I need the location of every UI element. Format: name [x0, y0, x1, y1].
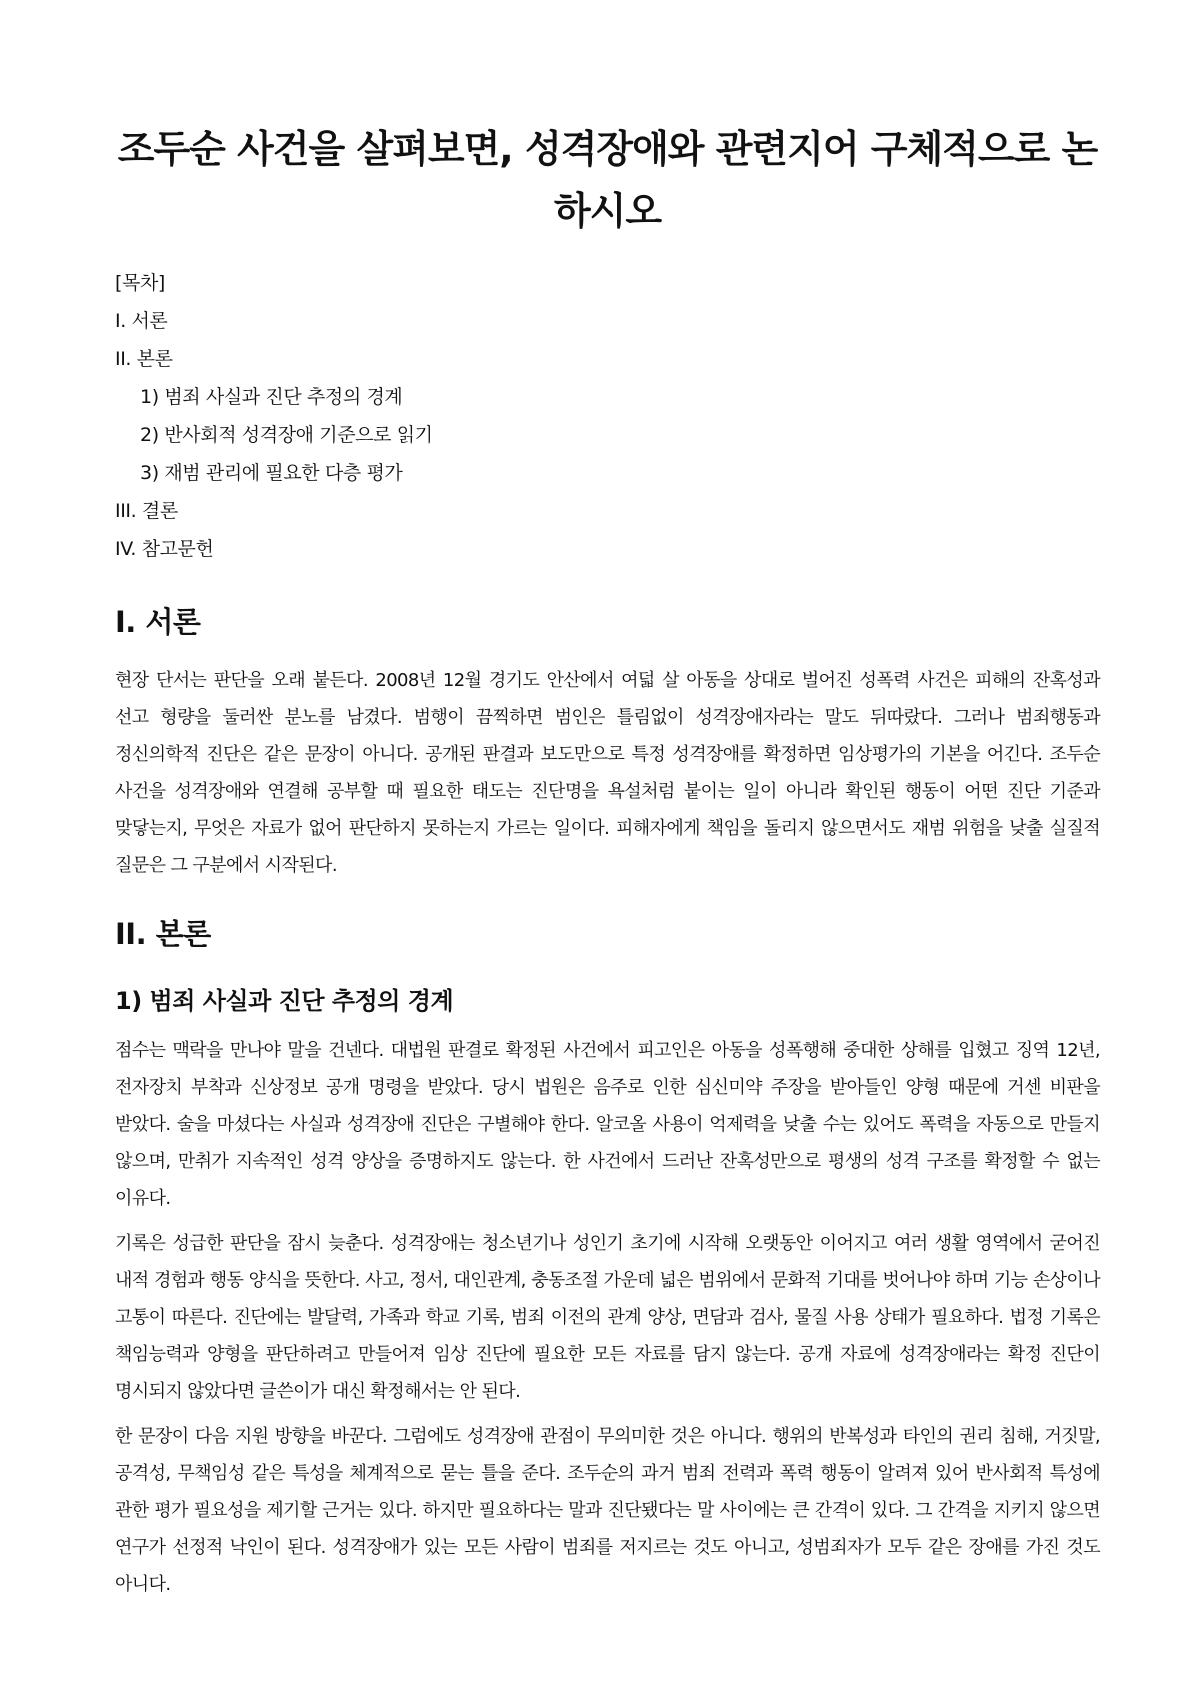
toc-item-body-3: 3) 재범 관리에 필요한 다층 평가	[140, 462, 403, 484]
table-of-contents	[115, 264, 1100, 568]
document-title: 조두순 사건을 살펴보면, 성격장애와 관련지어 구체적으로 논하시오	[117, 127, 1098, 233]
body-paragraph: 기록은 성급한 판단을 잠시 늦춘다. 성격장애는 청소년기나 성인기 초기에 시작해 오랫동안 이어지고 여러 생활 영역에서 굳어진 내적 경험과 행동 양식을 뜻한다. 사고, 정서, 대인관계, 충동조절 가운데 넓은 범위에서 문화적 기대를 벗어나야 하며 기능 손상이나 고통이 따른다. 진단에는 발달력, 가족과 학교 기록, 범죄 이전의 관계 양상, 면담과 검사, 물질 사용 상태가 필요하다. 법정 기록은 책임능력과 양형을 판단하려고 만들어져 임상 진단에 필요한 모든 자료를 담지 않는다. 공개 자료에 성격장애라는 확정 진단이 명시되지 않았다면 글쓴이가 대신 확정해서는 안 된다.	[115, 1233, 1100, 1402]
toc-item-conclusion: III. 결론	[115, 500, 178, 522]
toc-item-body-2: 2) 반사회적 성격장애 기준으로 읽기	[140, 424, 433, 446]
body-paragraph: 한 문장이 다음 지원 방향을 바꾼다. 그럼에도 성격장애 관점이 무의미한 것은 아니다. 행위의 반복성과 타인의 권리 침해, 거짓말, 공격성, 무책임성 같은 특성을 체계적으로 묻는 틀을 준다. 조두순의 과거 범죄 전력과 폭력 행동이 알려져 있어 반사회적 특성에 관한 평가 필요성을 제기할 근거는 있다. 하지만 필요하다는 말과 진단됐다는 말 사이에는 큰 간격이 있다. 그 간격을 지키지 않으면 연구가 선정적 낙인이 된다. 성격장애가 있는 모든 사람이 범죄를 저지르는 것도 아니고, 성범죄자가 모두 같은 장애를 가진 것도 아니다.	[115, 1426, 1100, 1595]
document-page	[115, 0, 1100, 1611]
section-heading-body: II. 본론	[115, 917, 211, 951]
toc-heading: [목차]	[115, 272, 165, 294]
body-paragraph: 점수는 맥락을 만나야 말을 건넨다. 대법원 판결로 확정된 사건에서 피고인은 아동을 성폭행해 중대한 상해를 입혔고 징역 12년, 전자장치 부착과 신상정보 공개 명령을 받았다. 당시 법원은 음주로 인한 심신미약 주장을 받아들인 양형 때문에 거센 비판을 받았다. 술을 마셨다는 사실과 성격장애 진단은 구별해야 한다. 알코올 사용이 억제력을 낮출 수는 있어도 폭력을 자동으로 만들지 않으며, 만취가 지속적인 성격 양상을 증명하지도 않는다. 한 사건에서 드러난 잔혹성만으로 평생의 성격 구조를 확정할 수 없는 이유다.	[115, 1040, 1100, 1209]
toc-item-body: II. 본론	[115, 348, 173, 370]
toc-item-intro: I. 서론	[115, 310, 168, 332]
intro-paragraph: 현장 단서는 판단을 오래 붙든다. 2008년 12월 경기도 안산에서 여덟 살 아동을 상대로 벌어진 성폭력 사건은 피해의 잔혹성과 선고 형량을 둘러싼 분노를 남겼다. 범행이 끔찍하면 범인은 틀림없이 성격장애자라는 말도 뒤따랐다. 그러나 범죄행동과 정신의학적 진단은 같은 문장이 아니다. 공개된 판결과 보도만으로 특정 성격장애를 확정하면 임상평가의 기본을 어긴다. 조두순 사건을 성격장애와 연결해 공부할 때 필요한 태도는 진단명을 욕설처럼 붙이는 일이 아니라 확인된 행동이 어떤 진단 기준과 맞닿는지, 무엇은 자료가 없어 판단하지 못하는지 가르는 일이다. 피해자에게 책임을 돌리지 않으면서도 재범 위험을 낮출 실질적 질문은 그 구분에서 시작된다.	[115, 670, 1100, 876]
toc-item-references: IV. 참고문헌	[115, 538, 214, 560]
toc-item-body-1: 1) 범죄 사실과 진단 추정의 경계	[140, 386, 403, 408]
section-heading-intro: I. 서론	[115, 605, 201, 639]
subsection-heading-1: 1) 범죄 사실과 진단 추정의 경계	[115, 987, 454, 1015]
